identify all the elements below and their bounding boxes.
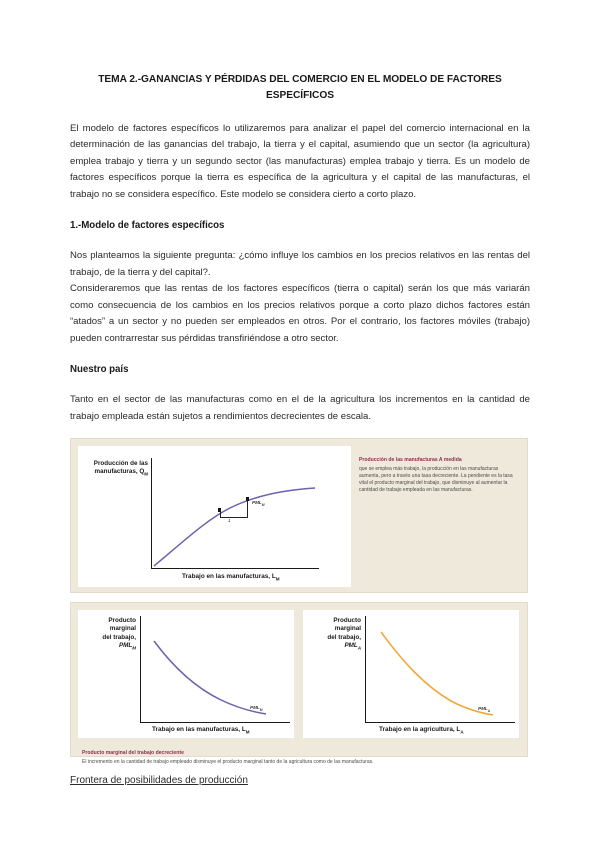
triangle-vertical-right [247,499,248,518]
production-curve-svg [78,446,351,587]
x-axis-label-left-text: Trabajo en las manufacturas, L [152,726,246,734]
mpl-agricultura-curve-svg [303,610,519,738]
triangle-vertical-left [220,510,221,518]
mpl-agricultura-curve [381,632,493,715]
triangle-base [220,517,248,518]
y-axis-label-line1: Producción de las [93,460,148,468]
figure2-caption-heading: Producto marginal del trabajo decreciente [82,750,184,757]
curve-label-right-sub: A [487,709,491,714]
figure1-caption-heading: Producción de las manufacturas A medida [359,457,462,464]
curve-label-left-text: PML [250,705,260,711]
triangle-base-label: 1 [228,518,231,524]
curve-label-sub: M [261,503,265,508]
x-axis-label-sub: M [275,576,280,582]
x-axis-label-right-sub: A [460,729,464,735]
x-axis-label-left [152,726,250,734]
y-axis-label-sub: M [144,471,148,477]
mpl-manufacturas-curve-svg [78,610,294,738]
y-axis-label-right-line4: PML [344,642,358,650]
chart-panel-mpl-agricultura [303,610,519,738]
x-axis-label [182,573,280,581]
paragraph-returns: Tanto en el sector de las manufacturas como en el de la agricultura los incrementos en la cantidad de trabajo empleada están sujetos a rendimientos decrecientes de escala. [70,394,530,422]
x-axis-label-left-sub: M [245,729,250,735]
y-axis-label-right-line2: marginal [334,625,361,633]
x-axis-label-text: Trabajo en las manufacturas, L [182,573,276,581]
page-title: TEMA 2.-GANANCIAS Y PÉRDIDAS DEL COMERCIO EN EL MODELO DE FACTORES ESPECÍFICOS [98,74,502,101]
figure1-caption [359,446,520,585]
chart-panel-production [78,446,351,587]
heading-modelo-factores: 1.-Modelo de factores específicos [70,220,225,232]
y-axis-label-left-line2: marginal [109,625,136,633]
mpl-manufacturas-curve [154,641,266,714]
x-axis-label-right [379,726,464,734]
curve-label-pml-right [478,706,490,713]
paragraph-question: Nos planteamos la siguiente pregunta: ¿cómo influye los cambios en los precios relativos en las rentas del trabajo, de la tierra y del capital?. [70,250,530,278]
y-axis-label-right-line3: del trabajo, [327,633,361,641]
curve-label-pml-left [250,705,262,712]
paragraph-intro: El modelo de factores específicos lo utilizaremos para analizar el papel del comercio internacional en la determinación de las ganancias del trabajo, la tierra y el capital, asumiendo que un sector (la agricultura) emplea trabajo y tierra y un segundo sector (las manufacturas) emplea trabajo y tierra. Es un modelo de factores específicos porque la tierra es específica de la agricultura y el capital de las manufacturas, el trabajo no se considera específico. Este modelo se considera cierto a corto plazo. [70,122,530,200]
figure2-caption-body: El incremento en la cantidad de trabajo empleado disminuye el producto marginal tanto de la agricultura como de las manufacturas. [82,759,374,766]
x-axis-label-right-text: Trabajo en la agricultura, L [379,726,461,734]
curve-label-pml [252,500,264,507]
curve-label-left-sub: M [259,708,263,713]
document-content [70,0,530,788]
figure-marginal-product [70,602,528,766]
chart-panel-mpl-manufacturas [78,610,294,738]
heading-nuestro-pais: Nuestro país [70,364,129,376]
curve-label-right-text: PML [478,706,488,712]
y-axis-label-left-line1: Producto [108,617,136,625]
figure2-panels [78,610,520,738]
curve-label-text: PML [252,500,262,506]
y-axis-label-right-sub: A [357,645,361,651]
figure-production-function [70,438,528,593]
y-axis-label-left-line3: del trabajo, [102,633,136,641]
y-axis-label-left-sub: M [132,645,136,651]
y-axis-label-line2: manufacturas, Q [94,468,145,476]
production-curve [154,488,315,566]
y-axis-label-right-line1: Producto [333,617,361,625]
heading-frontera-posibilidades: Frontera de posibilidades de producción [70,775,248,787]
paragraph-considerations: Consideraremos que las rentas de los factores específicos (tierra o capital) serán los que más variarán como consecuencia de los cambios en los precios relativos porque a corto plazo dichos factores están “atados” a un sector y no pueden ser empleados en otros. Por el contrario, los factores móviles (trabajo) pueden contrarrestar sus pérdidas transfiriéndose a otro sector. [70,283,530,344]
y-axis-label-left-line4: PML [118,642,133,650]
figure1-caption-body: que se emplea más trabajo, la producción en las manufacturas aumenta, pero a través una tasa decreciente. La pendiente es la tasa vital el producto marginal del trabajo, que disminuye al aumentar la cantidad de trabajo empleada en las manufacturas. [359,466,513,494]
figure2-caption [78,738,520,766]
